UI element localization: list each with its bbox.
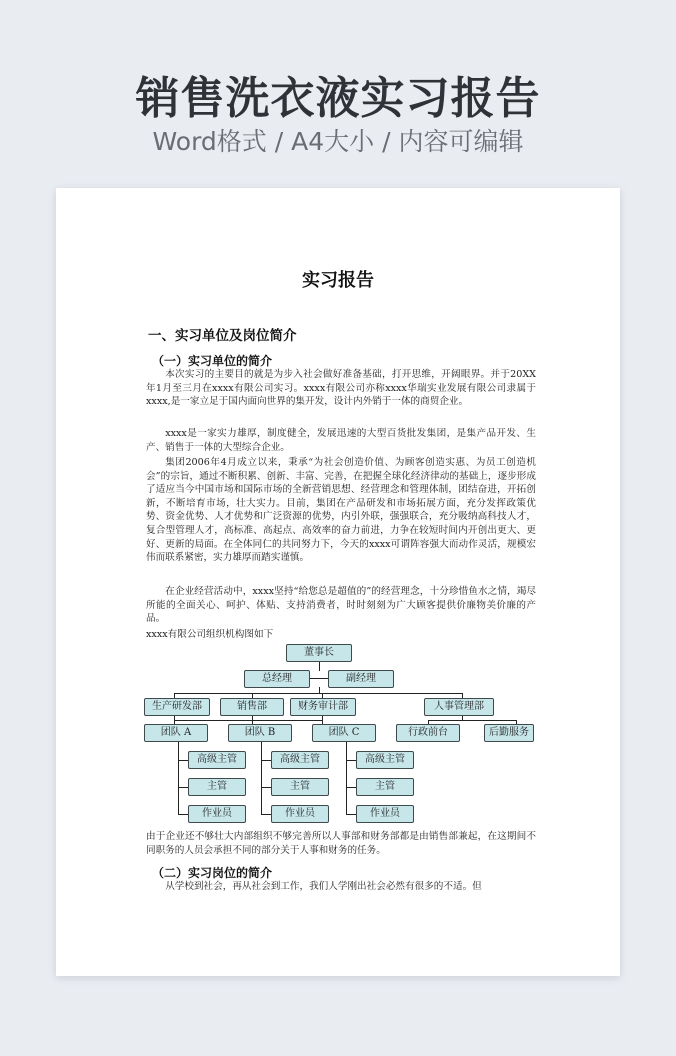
org-node-worker: 作业员 [271, 805, 329, 823]
paragraph-final: 从学校到社会，再从社会到工作，我们人学刚出社会必然有很多的不适。但 [165, 881, 482, 892]
org-node-dept-finance: 财务审计部 [290, 698, 356, 716]
org-node-senior-supervisor: 高级主管 [356, 751, 414, 769]
org-node-hr-front-desk: 行政前台 [396, 724, 460, 742]
org-line [428, 720, 516, 721]
org-line [261, 814, 271, 815]
section-1-heading: 一、实习单位及岗位简介 [148, 328, 297, 344]
org-node-worker: 作业员 [188, 805, 246, 823]
org-line [346, 814, 356, 815]
paragraph-1: 本次实习的主要目的就是为步入社会做好准备基础，打开思维，开阔眼界。并于20XX年1月至三月在xxxx有限公司实习。xxxx有限公司亦称xxxx华瑞实业发展有限公司隶属于xxxx,是一家立足于国内面向世界的集开发，设计内外销于一体的商贸企业。 [146, 369, 536, 408]
org-line [178, 742, 179, 814]
paragraph-2: xxxx是一家实力雄厚，制度健全，发展迅速的大型百货批发集团，是集产品开发、生产、销售于一体的大型综合企业。 [146, 428, 536, 453]
org-node-dept-sales: 销售部 [220, 698, 284, 716]
org-line [346, 787, 356, 788]
org-node-dept-rd: 生产研发部 [144, 698, 210, 716]
org-node-senior-supervisor: 高级主管 [188, 751, 246, 769]
subsection-1-heading: （一）实习单位的简介 [152, 354, 273, 368]
org-line [261, 742, 262, 814]
document-title: 实习报告 [302, 270, 374, 291]
banner-title: 销售洗衣液实习报告 [135, 73, 541, 124]
org-line [178, 814, 188, 815]
banner-subtitle: Word格式 / A4大小 / 内容可编辑 [152, 127, 524, 156]
paragraph-after-chart: 由于企业还不够壮大内部组织不够完善所以人事部和财务部都是由销售部兼起，在这期间不同职务的人员会承担不同的部分关于人事和财务的任务。 [146, 831, 536, 856]
subsection-2-heading: （二）实习岗位的简介 [152, 866, 273, 880]
org-chart-caption: xxxx有限公司组织机构图如下 [146, 629, 274, 640]
org-line [319, 661, 320, 671]
org-node-dept-hr: 人事管理部 [424, 698, 494, 716]
org-node-senior-supervisor: 高级主管 [271, 751, 329, 769]
org-node-hr-logistics: 后勤服务 [484, 724, 534, 742]
org-node-deputy-gm: 副经理 [328, 670, 394, 688]
org-line [261, 760, 271, 761]
org-line [178, 787, 188, 788]
org-node-supervisor: 主管 [271, 778, 329, 796]
org-node-team-a: 团队 A [144, 724, 208, 742]
paragraph-3: 集团2006年4月成立以来，秉承“为社会创造价值、为顾客创造实惠、为员工创造机会”的宗旨，通过不断积累、创新、丰富、完善，在把握全球化经济律动的基础上，逐步形成了适应当今中国市场和国际市场的全新营销思想、经营理念和管理体制，团结奋进，开拓创新，不断培育市场，壮大实力。目前，集团在产品研发和市场拓展方面，充分发挥政策优势、资金优势、人才优势和广泛资源的优势，内引外联，强强联合，充分吸纳高科技人才，复合型管理人才，高标准、高起点、高效率的奋力前进，力争在较短时间内开创出更大、更好、更新的局面。在全体同仁的共同努力下，今天的xxxx可谓阵容强大而动作灵活，规模宏伟而联系紧密，实力雄厚而踏实谨慎。 [146, 457, 536, 564]
paragraph-4: 在企业经营活动中，xxxx坚持“给您总是超值的”的经营理念，十分珍惜鱼水之情，竭尽所能的全面关心、呵护、体贴、支持消费者，时时刻刻为广大顾客提供价廉物美价廉的产品。 [146, 586, 536, 625]
org-chart [144, 644, 534, 830]
org-node-team-b: 团队 B [228, 724, 292, 742]
org-line [346, 760, 356, 761]
org-node-supervisor: 主管 [356, 778, 414, 796]
org-node-team-c: 团队 C [312, 724, 376, 742]
org-line [174, 693, 462, 694]
org-node-gm: 总经理 [244, 670, 310, 688]
org-line [346, 742, 347, 814]
org-line [322, 716, 323, 724]
org-line [178, 760, 188, 761]
org-line [261, 787, 271, 788]
org-node-board: 董事长 [286, 644, 352, 662]
document-page [56, 188, 620, 976]
org-node-supervisor: 主管 [188, 778, 246, 796]
org-line [174, 720, 322, 721]
org-node-worker: 作业员 [356, 805, 414, 823]
